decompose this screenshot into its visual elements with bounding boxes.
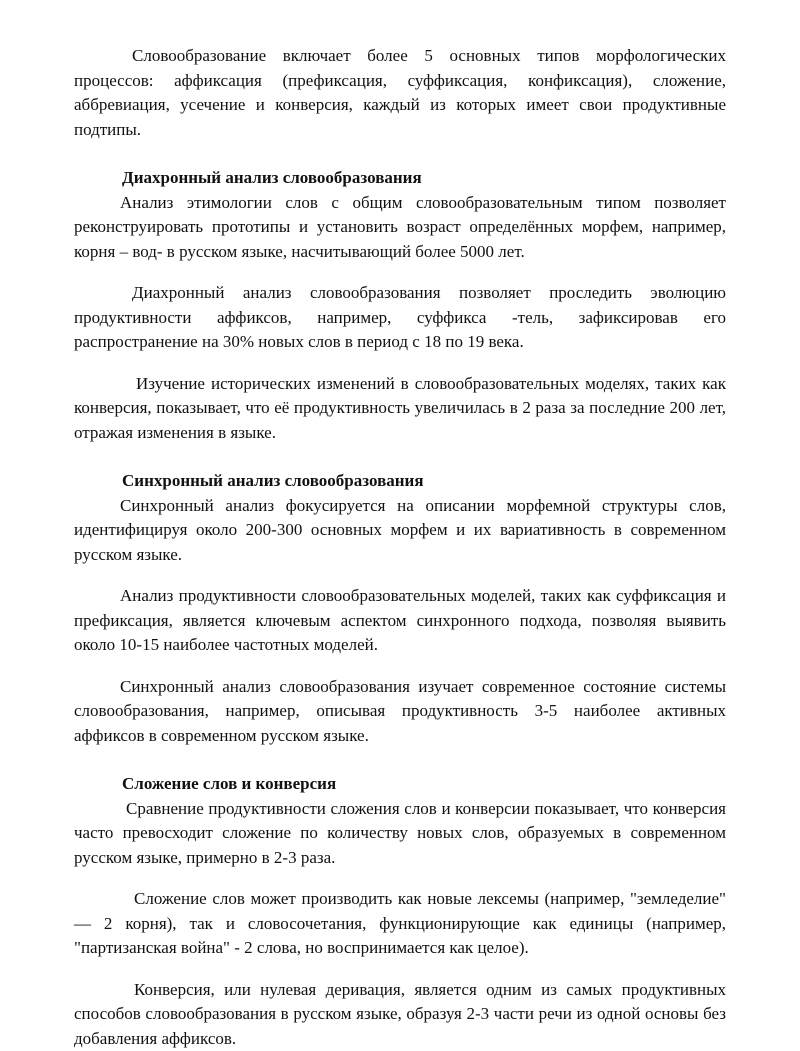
paragraph: Анализ этимологии слов с общим словообразовательным типом позволяет реконструировать прототипы и установить возраст определённых морфем, например, корня – вод- в русском языке, насчитывающий более 5000 лет.: [74, 191, 726, 265]
paragraph: Конверсия, или нулевая деривация, является одним из самых продуктивных способов словообразования в русском языке, образуя 2-3 части речи из одной основы без добавления аффиксов.: [74, 978, 726, 1051]
section-title-compounding-conversion: Сложение слов и конверсия: [74, 772, 726, 797]
paragraph: Изучение исторических изменений в словообразовательных моделях, таких как конверсия, показывает, что её продуктивность увеличилась в 2 раза за последние 200 лет, отражая изменения в языке.: [74, 372, 726, 446]
section-title-synchronic: Синхронный анализ словообразования: [74, 469, 726, 494]
paragraph: Анализ продуктивности словообразовательных моделей, таких как суффиксация и префиксация, является ключевым аспектом синхронного подхода, позволяя выявить около 10-15 наиболее частотных моделей.: [74, 584, 726, 658]
paragraph: Диахронный анализ словообразования позволяет проследить эволюцию продуктивности аффиксов, например, суффикса -тель, зафиксировав его распространение на 30% новых слов в период с 18 по 19 века.: [74, 281, 726, 355]
paragraph: Сложение слов может производить как новые лексемы (например, "земледелие" — 2 корня), так и словосочетания, функционирующие как единицы (например, "партизанская война" - 2 слова, но воспринимается как целое).: [74, 887, 726, 961]
intro-paragraph: Словообразование включает более 5 основных типов морфологических процессов: аффиксация (префиксация, суффиксация, конфиксация), сложение, аббревиация, усечение и конверсия, каждый из которых имеет свои продуктивные подтипы.: [74, 44, 726, 142]
paragraph: Синхронный анализ словообразования изучает современное состояние системы словообразования, например, описывая продуктивность 3-5 наиболее активных аффиксов в современном русском языке.: [74, 675, 726, 749]
paragraph: Сравнение продуктивности сложения слов и конверсии показывает, что конверсия часто превосходит сложение по количеству новых слов, образуемых в современном русском языке, примерно в 2-3 раза.: [74, 797, 726, 871]
paragraph: Синхронный анализ фокусируется на описании морфемной структуры слов, идентифицируя около 200-300 основных морфем и их вариативность в современном русском языке.: [74, 494, 726, 568]
section-title-diachronic: Диахронный анализ словообразования: [74, 166, 726, 191]
